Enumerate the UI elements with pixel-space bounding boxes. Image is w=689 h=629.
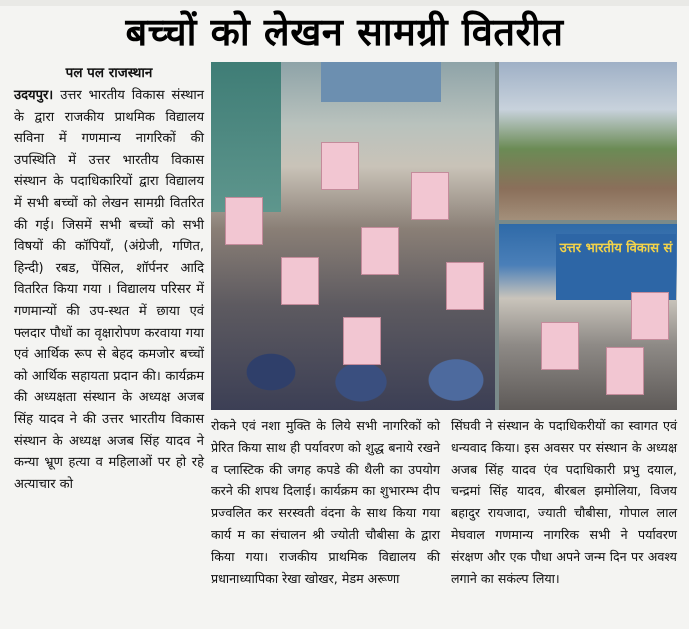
banner-text: उत्तर भारतीय विकास सं [559,241,673,256]
notebook [631,292,669,340]
notebook [541,322,579,370]
tree-plantation-photo [499,62,677,220]
notebook [321,142,359,190]
article-body-left: उत्तर भारतीय विकास संस्थान के द्वारा राजकीय प्राथमिक विद्यालय सविना में गणमान्य नागरिकों की उपस्थिति में उत्तर भारतीय विकास संस्थान के पदाधिकारियों द्वारा विद्यालय में सभी बच्चों को लेखन सामग्री वितरित की गई। जिसमें सभी बच्चों को सभी विषयों की कॉपियाँ, (अंग्रेजी, गणित, हिन्दी) रबड, पेंसिल, शॉर्पनर आदि वितरित किया गया । विद्यालय परिसर में गणमान्यों की उप-स्थत में छाया एवं फ्लदार पौधों का वृक्षारोपण करवाया गया एवं आर्थिक रूप से बेहद कमजोर बच्चों को आर्थिक सहायता प्रदान की। कार्यक्रम की अध्यक्षता संस्थान के अध्यक्ष अजब सिंह यादव ने की उत्तर भारतीय विकास संस्थान के अध्यक्ष अजब सिंह यादव ने कन्या भ्रूण हत्या व महिलाओं पर हो रहे अत्याचार को [14,88,205,492]
photo-collage [211,62,677,410]
article-body-middle: रोकने एवं नशा मुक्ति के लिये सभी नागरिकों को प्रेरित किया साथ ही पर्यावरण को शुद्ध बनाये रखने व प्लास्टिक की जगह कपडे की थैली का उपयोग करने की शपथ दिलाई। कार्यक्रम का शुभारम्भ दीप प्रज्वलित कर सरस्वती वंदना के साथ किया गया कार्य म का संचालन श्री ज्योती चौबीसा के द्वारा किया गया। राजकीय प्राथमिक विद्यालय की प्रधानाध्यापिका रेखा खोखर, मेडम अरूणा [211,418,440,586]
notebook [446,262,484,310]
article-column-left [14,64,204,624]
article-column-middle [211,415,440,627]
article-body-right: सिंघवी ने संस्थान के पदाधिकरीयों का स्वागत एवं धन्यवाद किया। इस अवसर पर संस्थान के अध्यक्ष अजब सिंह यादव एंव पदाधिकारी प्रभु दयाल, चन्द्रमां सिंह यादव, बीरबल झमोलिया, विजय बहादुर रायजादा, ज्याती चौबीसा, गोपाल लाल मेघवाल गणमान्य नागरिक सभी ने पर्यावरण संरक्षण और एक पौधा अपने जन्म दिन पर अवश्य लगाने का सकंल्प लिया। [451,418,677,586]
notebook [361,227,399,275]
notebook [343,317,381,365]
article-column-right [451,415,677,627]
byline: पल पल राजस्थान [65,65,153,81]
classroom-board [321,62,441,102]
organisation-banner [556,234,676,300]
headline: बच्चों को लेखन सामग्री वितरीत [125,10,564,54]
classroom-wall [211,62,281,212]
dateline: उदयपुर। [14,88,54,103]
notebook [281,257,319,305]
notebook [225,197,263,245]
students-holding-notebooks-photo [211,62,495,410]
notebook [606,347,644,395]
notebook [411,172,449,220]
article-text-left [14,85,204,495]
